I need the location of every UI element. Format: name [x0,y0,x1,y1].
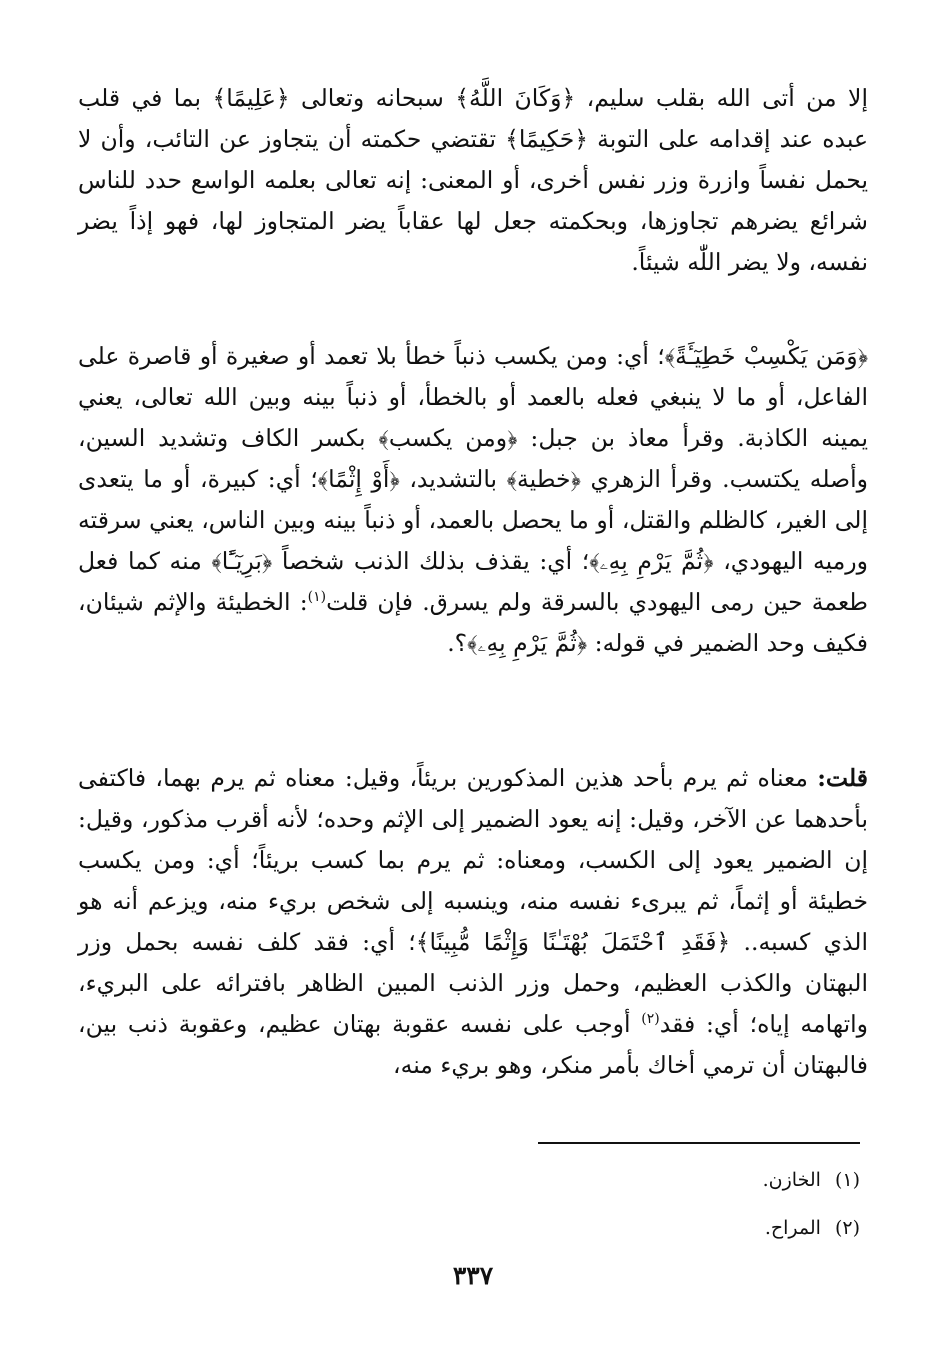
footnote-divider [538,1142,860,1144]
paragraph-1-text: إلا من أتى الله بقلب سليم، ﴿وَكَانَ اللَّهُ﴾ سبحانه وتعالى ﴿عَلِيمًا﴾ بما في قلب عبده عند إقدامه على التوبة ﴿حَكِيمًا﴾ تقتضي حكمته أن يتجاوز عن التائب، وأن لا يحمل نفساً وازرة وزر نفس أخرى، أو المعنى: إنه تعالى بعلمه الواسع حدد للناس شرائع يضرهم تجاوزها، وبحكمته جعل لها عقاباً يضر المتجاوز لها، فهو إذاً يضر نفسه، ولا يضر اللّٰه شيئاً. [78,84,868,276]
footnote-1 [360,1156,860,1204]
footnote-1-text: الخازن. [762,1169,821,1191]
footnote-2 [360,1204,860,1252]
paragraph-3-text-b: أوجب على نفسه عقوبة بهتان عظيم، وعقوبة ذنب بين، فالبهتان أن ترمي أخاك بأمر منكر، وهو بريء منه، [78,1010,868,1079]
paragraph-3 [78,758,868,1086]
footnote-ref-2: (٢) [641,1011,660,1028]
footnotes [360,1156,860,1252]
footnote-ref-1: (١) [307,589,327,606]
footnote-2-number: (٢) [834,1217,860,1239]
book-page [78,78,868,1358]
footnote-2-text: المراح. [764,1217,821,1239]
paragraph-2-text-a: ﴿وَمَن يَكْسِبْ خَطِيٓـَٔةً﴾؛ أي: ومن يكسب ذنباً خطأ بلا تعمد أو صغيرة أو قاصرة على الفاعل، أو ما لا ينبغي فعله بالعمد أو بالخطأ، أو ذنباً بينه وبين الله تعالى، يعني يمينه الكاذبة. وقرأ معاذ بن جبل: ﴿ومن يكسب﴾ بكسر الكاف وتشديد السين، وأصله يكتسب. وقرأ الزهري ﴿خطية﴾ بالتشديد، ﴿أَوْ إِثْمًا﴾؛ أي: كبيرة، أو ما يتعدى إلى الغير، كالظلم والقتل، أو ما يحصل بالعمد، أو ذنباً بينه وبين الناس، يعني سرقته ورميه اليهودي، ﴿ثُمَّ يَرْمِ بِهِۦ﴾؛ أي: يقذف بذلك الذنب شخصاً ﴿بَرِيٓـًٔا﴾ منه كما فعل طعمة حين رمى اليهودي بالسرقة ولم يسرق. فإن قلت [78,342,868,616]
paragraph-3-lead: قلت: [817,764,868,792]
paragraph-1 [78,78,868,283]
footnote-1-number: (١) [834,1169,860,1191]
paragraph-3-text-a: معناه ثم يرم بأحد هذين المذكورين بريئاً، وقيل: معناه ثم يرم بهما، فاكتفى بأحدهما عن الآخر، وقيل: إنه يعود الضمير إلى الإثم وحده؛ لأنه أقرب مذكور، وقيل: إن الضمير يعود إلى الكسب، ومعناه: ثم يرم بما كسب بريئاً؛ أي: ومن يكسب خطيئة أو إثماً، ثم يبرىء نفسه منه، وينسبه إلى شخص بريء منه، ويزعم أنه هو الذي كسبه.. ﴿فَقَدِ ٱحْتَمَلَ بُهْتَـٰنًا وَإِثْمًا مُّبِينًا﴾؛ أي: فقد كلف نفسه بحمل وزر البهتان والكذب العظيم، وحمل وزر الذنب المبين الظاهر بافترائه على البريء، واتهامه إياه؛ أي: فقد [78,764,868,1038]
page-number: ٣٣٧ [452,1261,494,1290]
paragraph-2 [78,336,868,664]
paragraph-2-text-b: : الخطيئة والإثم شيئان، فكيف وحد الضمير في قوله: ﴿ثُمَّ يَرْمِ بِهِۦ﴾؟. [78,588,868,657]
